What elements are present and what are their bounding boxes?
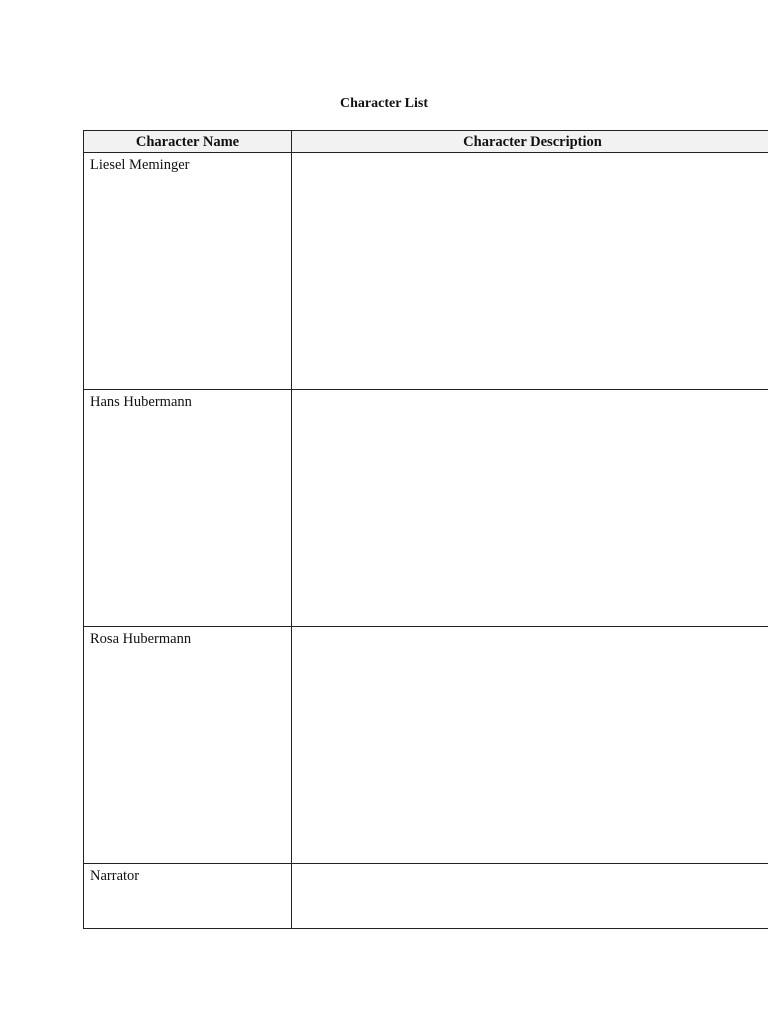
character-name-cell: Hans Hubermann <box>84 390 292 627</box>
header-character-description: Character Description <box>292 131 768 153</box>
table-row <box>84 627 768 864</box>
character-name-cell: Liesel Meminger <box>84 153 292 390</box>
document-title: Character List <box>340 96 428 111</box>
header-character-name: Character Name <box>84 131 292 153</box>
character-name-cell: Narrator <box>84 864 292 929</box>
character-description-cell[interactable] <box>292 153 768 390</box>
table-row <box>84 864 768 929</box>
character-name-cell: Rosa Hubermann <box>84 627 292 864</box>
table-header-row <box>84 131 768 153</box>
character-table <box>83 130 768 929</box>
character-description-cell[interactable] <box>292 390 768 627</box>
character-description-cell[interactable] <box>292 864 768 929</box>
table-row <box>84 153 768 390</box>
table-row <box>84 390 768 627</box>
character-description-cell[interactable] <box>292 627 768 864</box>
